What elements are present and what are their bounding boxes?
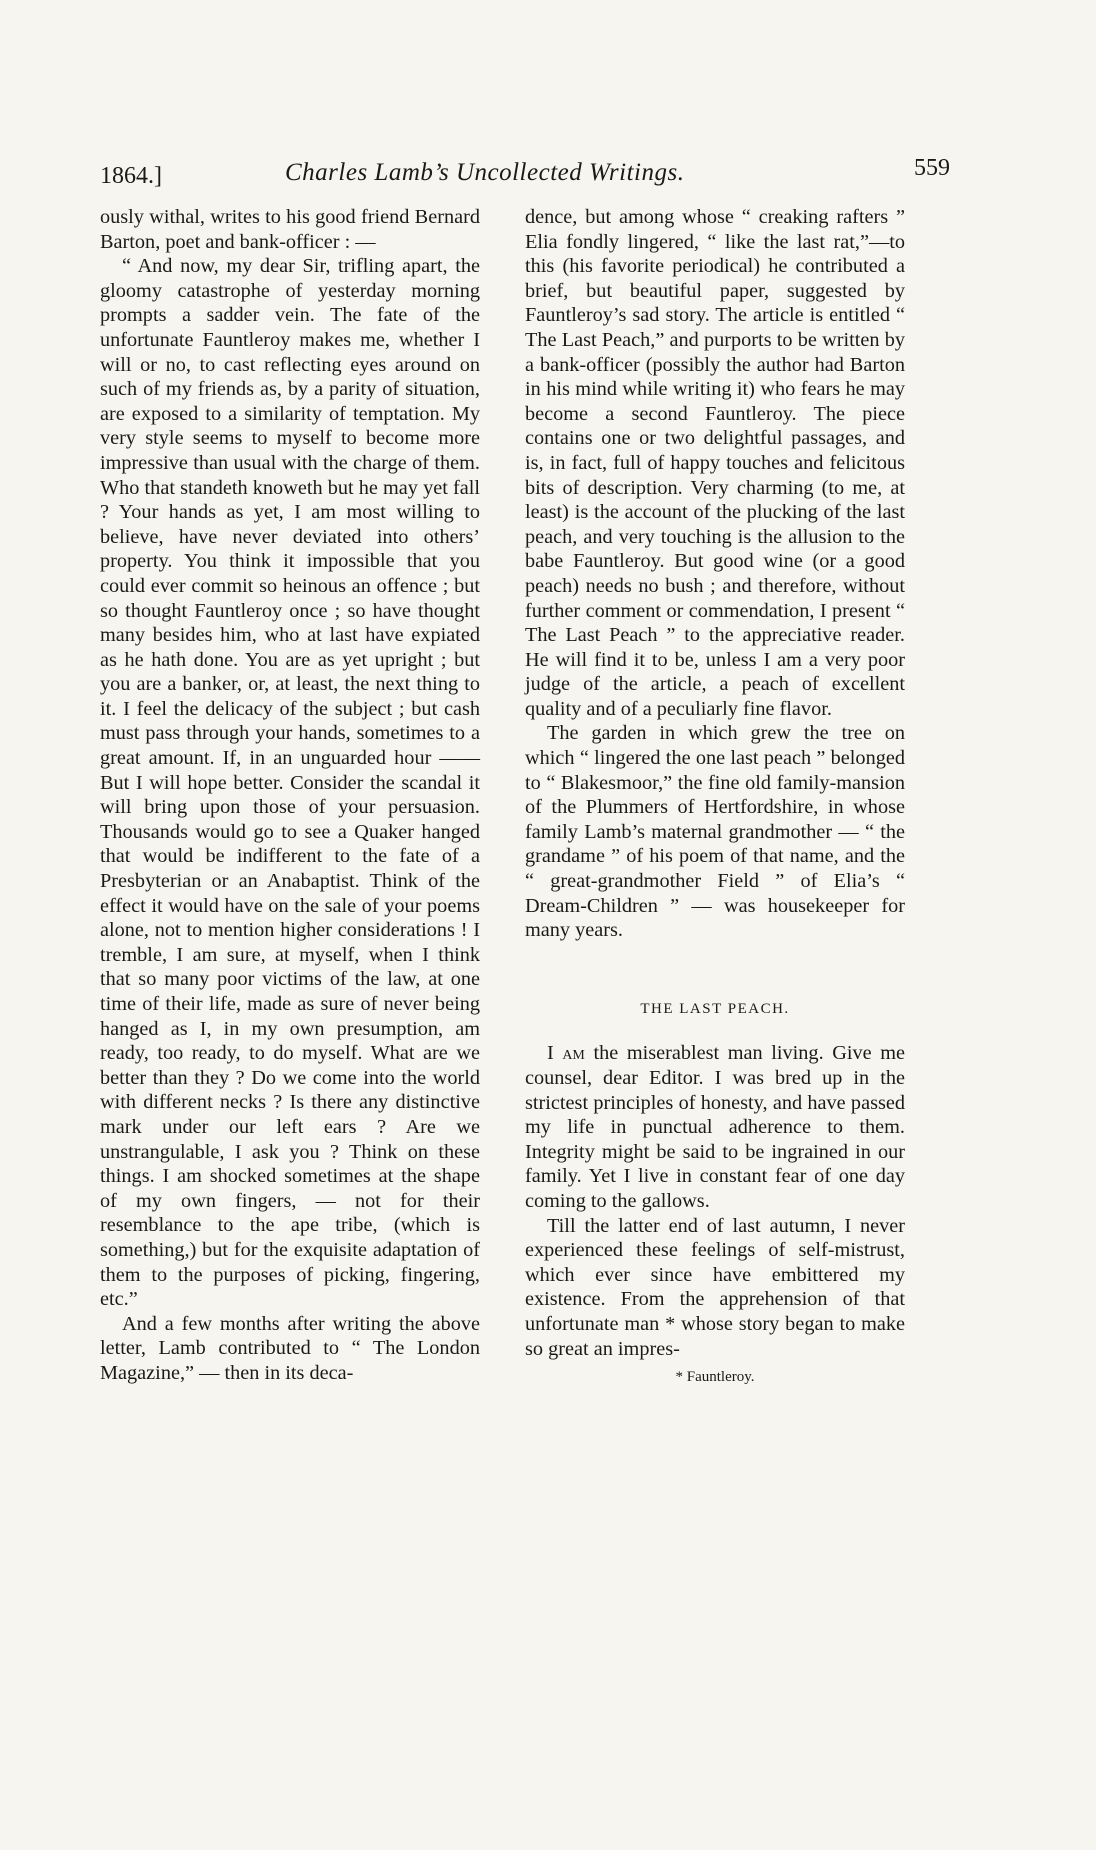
left-column xyxy=(100,205,480,1386)
left-paragraph-3: And a few months after writing the above letter, Lamb contributed to “ The London Magazine,” — then in its deca- xyxy=(100,1312,480,1384)
right-paragraph-3 xyxy=(525,1041,905,1213)
page-number: 559 xyxy=(914,155,950,181)
right-paragraph-4: Till the latter end of last autumn, I never experienced these feelings of self-mistrust, which ever since have embittered my existence. From the apprehension of that unfortunate man * whose story began to make so great an impres- xyxy=(525,1214,905,1360)
right-column xyxy=(525,205,905,1390)
right-paragraph-2: The garden in which grew the tree on which “ lingered the one last peach ” belonged to “ Blakesmoor,” the fine old family-mansion of the Plummers of Hertfordshire, in whose family Lamb’s maternal grandmother — “ the grandame ” of his poem of that name, and the “ great-grandmother Field ” of Elia’s “ Dream-Children ” — was housekeeper for many years. xyxy=(525,722,905,942)
section-title: THE LAST PEACH. xyxy=(640,1000,790,1017)
running-header xyxy=(100,155,950,195)
left-paragraph-2: “ And now, my dear Sir, trifling apart, the gloomy catastrophe of yesterday morning prompts a sadder vein. The fate of the unfortunate Fauntleroy makes me, whether I will or no, to cast reflecting eyes around on such of my friends as, by a parity of situation, are exposed to a similarity of temptation. My very style seems to myself to become more impressive than usual with the charge of them. Who that standeth knoweth but he may yet fall ? Your hands as yet, I am most willing to believe, have never deviated into others’ property. You think it impossible that you could ever commit so heinous an offence ; but so thought Fauntleroy once ; so have thought many besides him, who at last have expiated as he hath done. You are as yet upright ; but you are a banker, or, at least, the next thing to it. I feel the delicacy of the subject ; but cash must pass through your hands, sometimes to a great amount. If, in an unguarded hour —— But I will hope better. Consider the scandal it will bring upon those of your persuasion. Thousands would go to see a Quaker hanged that would be indifferent to the fate of a Presbyterian or an Anabaptist. Think of the effect it would have on the sale of your poems alone, not to mention higher considerations ! I tremble, I am sure, at myself, when I think that so many poor victims of the law, at one time of their life, made as sure of never being hanged as I, in my own presumption, am ready, too ready, to do myself. What are we better than they ? Do we come into the world with different necks ? Is there any distinctive mark under our left ears ? Are we unstrangulable, I ask you ? Think on these things. I am shocked sometimes at the shape of my own fingers, — not for their resemblance to the ape tribe, (which is something,) but for the exquisite adaptation of them to the purposes of picking, fingering, etc.” xyxy=(100,255,480,1311)
dropcap-lead: I am xyxy=(547,1042,585,1065)
right-paragraph-1: dence, but among whose “ creaking rafters ” Elia fondly lingered, “ like the last rat,”—to this (his favorite periodical) he contributed a brief, but beautiful paper, suggested by Fauntleroy’s sad story. The article is entitled “ The Last Peach,” and purports to be written by a bank-officer (possibly the author had Barton in his mind while writing it) who fears he may become a second Fauntleroy. The piece contains one or two delightful passages, and is, in fact, full of happy touches and felicitous bits of description. Very charming (to me, at least) is the account of the plucking of the last peach, and very touching is the allusion to the babe Fauntleroy. But good wine (or a good peach) needs no bush ; and therefore, without further comment or commendation, I present “ The Last Peach ” to the appreciative reader. He will find it to be, unless I am a very poor judge of the article, a peach of excellent quality and of a peculiarly fine flavor. xyxy=(525,206,905,720)
left-paragraph-1: ously withal, writes to his good friend Bernard Barton, poet and bank-officer : — xyxy=(100,206,480,253)
header-year: 1864.] xyxy=(100,163,162,189)
right-paragraph-3-text: the miserablest man living. Give me counsel, dear Editor. I was bred up in the strictest principles of honesty, and have passed my life in punctual adherence to them. Integrity might be said to be ingrained in our family. Yet I live in constant fear of one day coming to the gallows. xyxy=(525,1042,905,1212)
header-title: Charles Lamb’s Uncollected Writings. xyxy=(285,159,685,186)
footnote: * Fauntleroy. xyxy=(675,1369,755,1386)
